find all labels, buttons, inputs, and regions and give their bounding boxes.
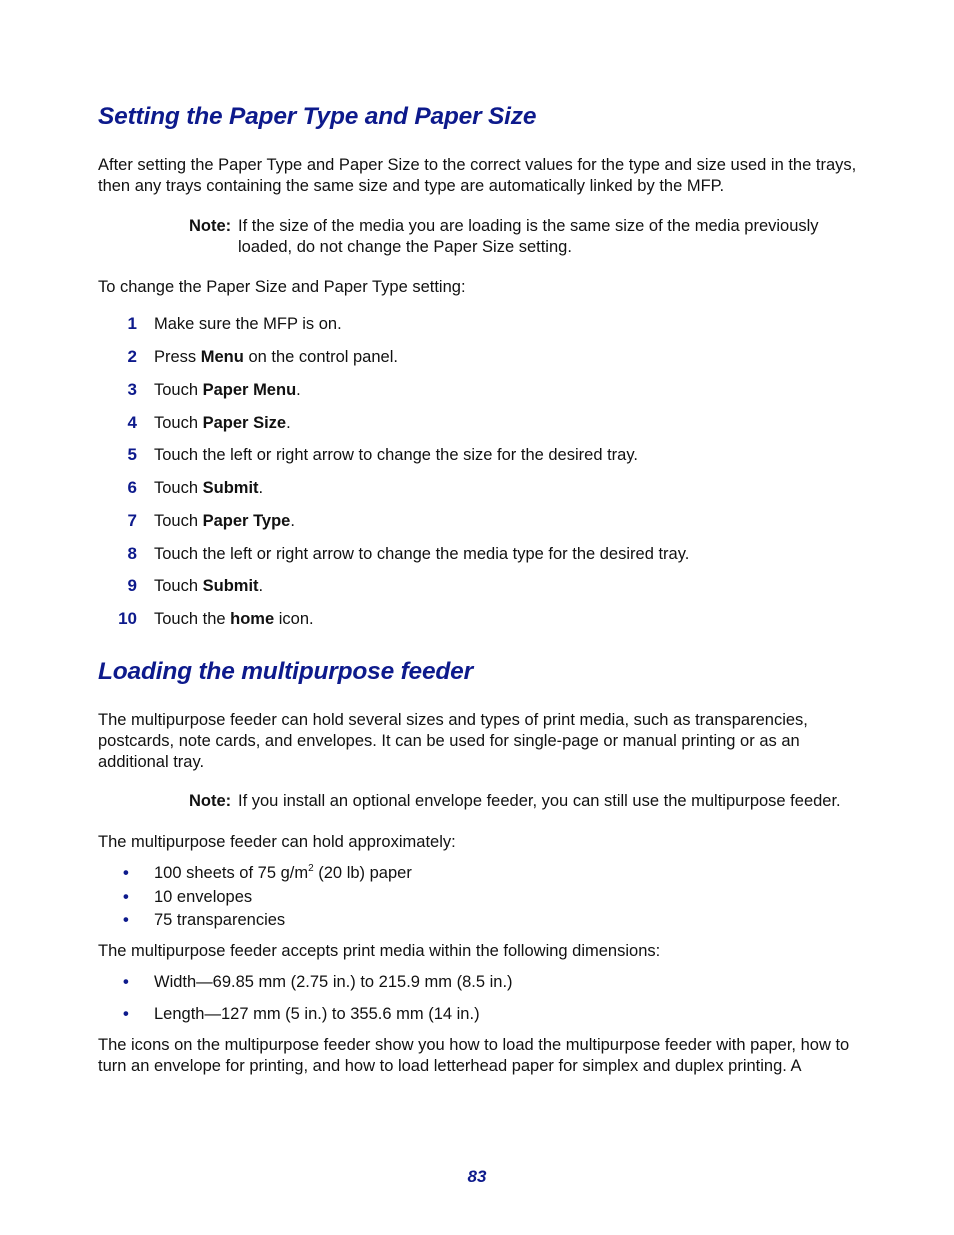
step-10: 10 Touch the home icon. — [100, 608, 860, 630]
bullet-icon: • — [123, 1005, 129, 1023]
step-number: 3 — [127, 380, 137, 399]
capacity-item-transparencies: • 75 transparencies — [123, 911, 286, 929]
step-4: 4 Touch Paper Size. — [100, 412, 860, 434]
capacity-lead: The multipurpose feeder can hold approximately: — [98, 833, 456, 851]
step-number: 2 — [127, 347, 137, 366]
note-paper-size — [189, 216, 869, 258]
step-number: 5 — [127, 445, 137, 464]
dimension-length: • Length—127 mm (5 in.) to 355.6 mm (14 in.) — [123, 1005, 480, 1023]
step-5: 5 Touch the left or right arrow to change the size for the desired tray. — [100, 444, 860, 466]
section2-closing: The icons on the multipurpose feeder show you how to load the multipurpose feeder with paper, how to turn an envelope for printing, and how to load letterhead paper for simplex and duplex printing. A — [98, 1036, 850, 1075]
note-label: Note: — [189, 217, 232, 235]
page-number: 83 — [467, 1167, 487, 1186]
step-number: 10 — [118, 609, 137, 628]
step-number: 7 — [127, 511, 137, 530]
bullet-icon: • — [123, 888, 129, 906]
step-number: 8 — [127, 544, 137, 563]
step-number: 1 — [127, 314, 137, 333]
bullet-icon: • — [123, 973, 129, 991]
dimensions-lead: The multipurpose feeder accepts print media within the following dimensions: — [98, 942, 661, 960]
step-9: 9 Touch Submit. — [100, 575, 860, 597]
step-number: 4 — [127, 413, 137, 432]
step-2: 2 Press Menu on the control panel. — [100, 346, 860, 368]
step-number: 6 — [127, 478, 137, 497]
bullet-icon: • — [123, 911, 129, 929]
capacity-item-sheets: • 100 sheets of 75 $g/m^2$ (20 lb) paper — [123, 863, 412, 882]
step-8: 8 Touch the left or right arrow to change the media type for the desired tray. — [100, 543, 860, 565]
note-envelope-feeder — [189, 791, 869, 812]
note-text: If the size of the media you are loading is the same size of the media previously loaded, do not change the Paper Size setting. — [238, 217, 819, 256]
section1-intro: After setting the Paper Type and Paper Size to the correct values for the type and size used in the trays, then any trays containing the same size and type are automatically linked by the MFP. — [98, 156, 857, 195]
step-number: 9 — [127, 576, 137, 595]
bullet-icon: • — [123, 864, 129, 882]
steps-lead: To change the Paper Size and Paper Type setting: — [98, 278, 466, 296]
section-title-paper-type-size: Setting the Paper Type and Paper Size — [98, 103, 537, 130]
step-3: 3 Touch Paper Menu. — [100, 379, 860, 401]
section2-intro: The multipurpose feeder can hold several sizes and types of print media, such as transparencies, postcards, note cards, and envelopes. It can be used for single-page or manual printing or as an additional tray. — [98, 711, 808, 771]
step-1: 1 Make sure the MFP is on. — [100, 313, 860, 335]
section-title-multipurpose-feeder: Loading the multipurpose feeder — [98, 658, 473, 685]
step-6: 6 Touch Submit. — [100, 477, 860, 499]
capacity-item-envelopes: • 10 envelopes — [123, 888, 253, 906]
dimension-width: • Width—69.85 mm (2.75 in.) to 215.9 mm (8.5 in.) — [123, 973, 513, 991]
note-text: If you install an optional envelope feeder, you can still use the multipurpose feeder. — [238, 792, 841, 810]
note-label: Note: — [189, 792, 232, 810]
step-7: 7 Touch Paper Type. — [100, 510, 860, 532]
